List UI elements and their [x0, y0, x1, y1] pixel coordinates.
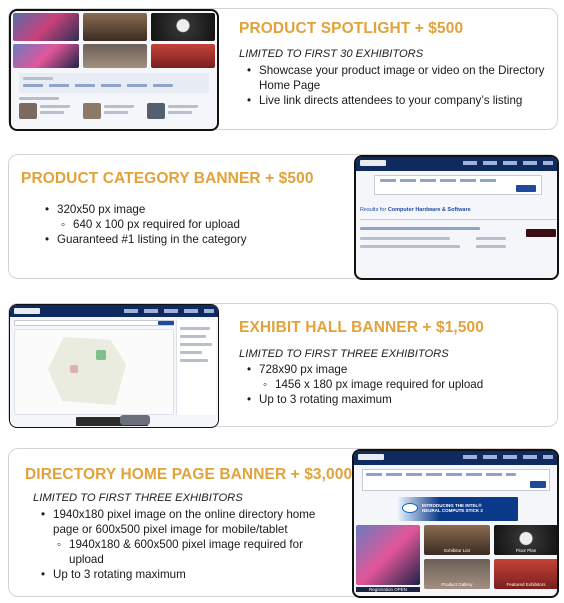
bullet-list: [39, 507, 339, 582]
bullet-item: • Up to 3 rotating maximum: [245, 392, 555, 407]
product-category-screenshot: [354, 155, 559, 280]
results-term: Computer Hardware & Software: [387, 207, 471, 213]
featured-exhibitors-tile: [151, 44, 215, 68]
category-banner-ad: [526, 229, 556, 237]
product-category-banner-card: [8, 154, 558, 279]
site-nav: [356, 157, 557, 171]
search-button: [530, 481, 546, 488]
directory-home-page-banner-card: [8, 448, 558, 597]
floor-plan-tile: [151, 13, 215, 41]
bullet-item: ◦ 640 x 100 px required for upload: [43, 217, 343, 232]
exhibitor-list-tile: [83, 13, 147, 41]
product-spotlight-card: [8, 8, 558, 130]
bullet-item: • Up to 3 rotating maximum: [39, 567, 339, 582]
exhibit-hall-screenshot: [9, 304, 219, 428]
product-spotlight-screenshot: [9, 9, 219, 131]
bullet-list: [245, 362, 555, 407]
site-nav: [354, 451, 557, 465]
search-box: [14, 320, 174, 326]
bullet-list: [245, 63, 555, 108]
results-heading: Results for: [360, 207, 387, 213]
search-button: [516, 185, 536, 192]
bullet-item: ◦ 1456 x 180 px image required for upload: [245, 377, 555, 392]
site-nav: [10, 305, 218, 317]
card-title: PRODUCT CATEGORY BANNER + $500: [21, 170, 314, 187]
card-subtitle: LIMITED TO FIRST 30 EXHIBITORS: [239, 48, 424, 60]
card-title: PRODUCT SPOTLIGHT + $500: [239, 20, 464, 37]
exhibit-hall-map: [48, 337, 126, 405]
featured-exhibitors-tile: Featured Exhibitors: [494, 559, 558, 589]
bullet-item: • Live link directs attendees to your company’s listing: [245, 93, 555, 108]
hero-image: [13, 13, 79, 41]
bullet-list: [43, 202, 343, 247]
directory-banner-ad: [398, 497, 518, 521]
bullet-item: • 728x90 px image: [245, 362, 555, 377]
bullet-item: • Showcase your product image or video on the Directory Home Page: [245, 63, 555, 93]
spotlight-thumb-1: [19, 103, 37, 119]
registration-tile: [356, 525, 420, 585]
search-panel: [19, 73, 209, 93]
intel-logo-icon: [402, 503, 418, 513]
exhibit-hall-banner-card: [8, 303, 558, 427]
directory-home-screenshot: INTRODUCING THE INTEL® NEURAL COMPUTE STICK 2 Exhibitor List Floor Plan Product Gallery Featured Exhibitors Registration OPEN: [352, 449, 559, 598]
card-subtitle: LIMITED TO FIRST THREE EXHIBITORS: [33, 492, 243, 504]
product-gallery-tile: [83, 44, 147, 68]
bullet-item: ◦ 1940x180 & 600x500 pixel image required for upload: [39, 537, 339, 567]
card-subtitle: LIMITED TO FIRST THREE EXHIBITORS: [239, 348, 449, 360]
bullet-item: • 320x50 px image: [43, 202, 343, 217]
card-title: EXHIBIT HALL BANNER + $1,500: [239, 319, 484, 336]
exhibitor-list-tile: Exhibitor List: [424, 525, 490, 555]
registration-tile: [13, 44, 79, 68]
promo-text: INTRODUCING THE INTEL® NEURAL COMPUTE STICK 2: [422, 503, 483, 513]
floor-plan-tile: Floor Plan: [494, 525, 558, 555]
spotlight-thumb-3: [147, 103, 165, 119]
card-title: DIRECTORY HOME PAGE BANNER + $3,000: [25, 466, 353, 483]
bullet-item: • 1940x180 pixel image on the online directory home page or 600x500 pixel image for mobile/tablet: [39, 507, 339, 537]
spotlight-thumb-2: [83, 103, 101, 119]
product-gallery-tile: Product Gallery: [424, 559, 490, 589]
bullet-item: • Guaranteed #1 listing in the category: [43, 232, 343, 247]
